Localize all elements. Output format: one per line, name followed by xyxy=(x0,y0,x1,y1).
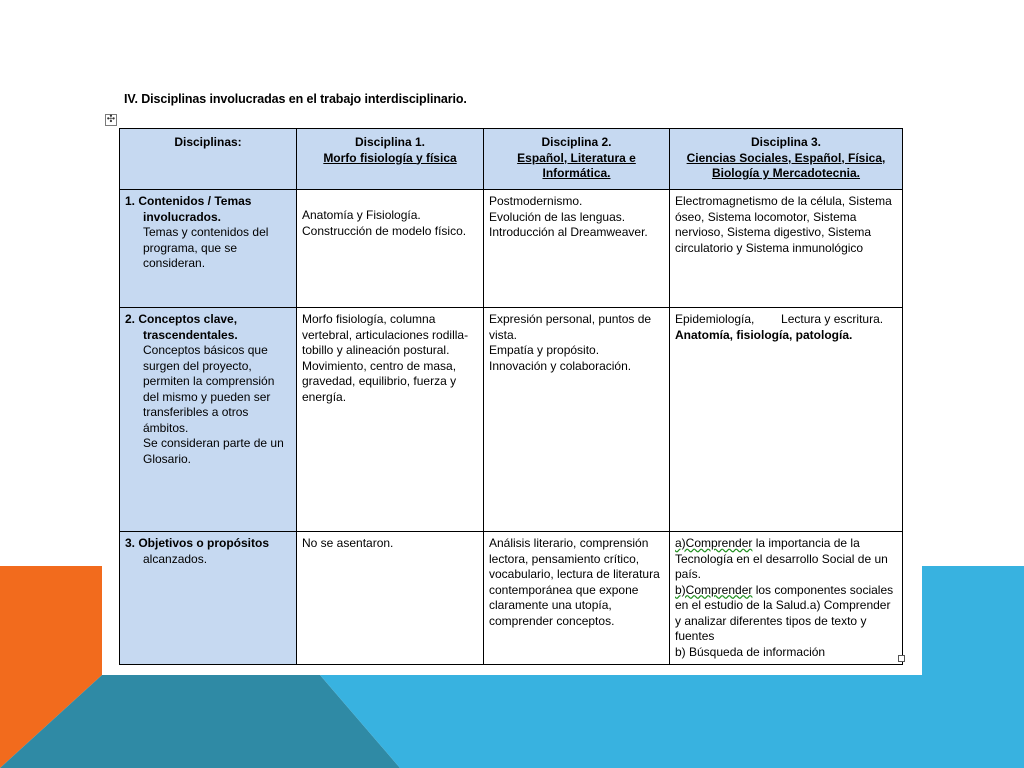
header-disciplina-2-title: Disciplina 2. xyxy=(541,135,612,149)
cell-line: Postmodernismo. xyxy=(489,194,583,208)
section-title: IV. Disciplinas involucradas en el trabajo interdisciplinario. xyxy=(124,92,467,106)
row-label-title: 1. Contenidos / Temas xyxy=(125,194,252,208)
header-disciplina-3-title: Disciplina 3. xyxy=(750,135,822,149)
spellcheck-marked-word: b)Comprender xyxy=(675,582,753,597)
cell-text: No se asentaron. xyxy=(302,536,394,550)
cell-text: Epidemiología, Lectura y escritura. xyxy=(675,312,897,326)
header-disciplina-2-name: Español, Literatura e Informática. xyxy=(517,150,636,180)
spellcheck-marked-word: a)Comprender xyxy=(675,536,753,550)
cell-disciplina-1 xyxy=(297,190,484,308)
header-disciplinas xyxy=(120,129,297,190)
cell-disciplina-2 xyxy=(484,190,670,308)
cell-disciplina-3 xyxy=(670,532,903,665)
cell-disciplina-2 xyxy=(484,532,670,665)
row-label-description: Conceptos básicos que surgen del proyecto, permiten la comprensión del mismo y pueden ser transferibles a otros ámbitos. xyxy=(143,343,275,435)
cell-line: Movimiento, centro de masa, gravedad, equilibrio, fuerza y energía. xyxy=(302,358,457,404)
disciplines-table xyxy=(119,128,903,665)
cell-paragraph xyxy=(675,536,897,583)
cell-disciplina-2 xyxy=(484,308,670,532)
cell-line: Evolución de las lenguas. xyxy=(489,209,626,224)
cell-paragraph xyxy=(675,583,897,645)
cell-disciplina-3 xyxy=(670,308,903,532)
header-disciplina-1 xyxy=(297,129,484,190)
cell-disciplina-1 xyxy=(297,308,484,532)
row-label-conceptos xyxy=(120,308,297,532)
header-disciplina-3-name: Ciencias Sociales, Español, Física, Biología y Mercadotecnia. xyxy=(686,150,886,180)
header-disciplina-2 xyxy=(484,129,670,190)
row-label-title: 3. Objetivos o propósitos xyxy=(125,536,270,550)
header-disciplina-1-name: Morfo fisiología y física xyxy=(323,150,457,165)
row-label-contenidos xyxy=(120,190,297,308)
table-row xyxy=(120,308,903,532)
cell-disciplina-3 xyxy=(670,190,903,308)
table-row xyxy=(120,190,903,308)
cell-line: Morfo fisiología, columna vertebral, articulaciones rodilla-tobillo y alineación postural. xyxy=(302,312,469,357)
cell-text: Electromagnetismo de la célula, Sistema óseo, Sistema locomotor, Sistema nervioso, Sistema digestivo, Sistema circulatorio y Sistema inmunológico xyxy=(675,194,892,255)
table-resize-handle-icon[interactable] xyxy=(898,655,905,662)
cell-line: Introducción al Dreamweaver. xyxy=(489,225,648,239)
cell-text: Anatomía y Fisiología. Construcción de modelo físico. xyxy=(302,208,467,238)
table-header-row xyxy=(120,129,903,190)
row-label-title-rest: trascendentales. xyxy=(143,327,238,342)
cell-text-bold: Anatomía, fisiología, patología. xyxy=(675,327,853,342)
row-label-title: 2. Conceptos clave, xyxy=(125,312,238,326)
cell-line: Expresión personal, puntos de vista. xyxy=(489,312,652,342)
cell-disciplina-1 xyxy=(297,532,484,665)
header-disciplinas-label: Disciplinas: xyxy=(174,135,242,149)
cell-line: Empatía y propósito. xyxy=(489,343,600,357)
cell-text: los componentes sociales en el estudio de la Salud.a) Comprender y analizar diferentes tipos de texto y fuentes xyxy=(675,582,894,643)
row-label-title-rest: involucrados. xyxy=(143,209,222,224)
header-disciplina-1-title: Disciplina 1. xyxy=(354,135,426,149)
row-label-objetivos xyxy=(120,532,297,665)
table-move-handle-icon[interactable]: ✣ xyxy=(106,114,116,125)
cell-line: Innovación y colaboración. xyxy=(489,358,632,373)
row-label-title-rest: alcanzados. xyxy=(143,551,208,566)
row-label-description-2: Se consideran parte de un Glosario. xyxy=(143,436,284,466)
header-disciplina-3 xyxy=(670,129,903,190)
table-row xyxy=(120,532,903,665)
cell-paragraph: b) Búsqueda de información xyxy=(675,644,826,659)
cell-text: la importancia de la Tecnología en el desarrollo Social de un país. xyxy=(675,536,888,581)
row-label-description: Temas y contenidos del programa, que se consideran. xyxy=(143,225,269,270)
cell-text: Análisis literario, comprensión lectora, pensamiento crítico, vocabulario, lectura de literatura contemporánea que expone claramente una utopía, comprender conceptos. xyxy=(489,536,660,628)
